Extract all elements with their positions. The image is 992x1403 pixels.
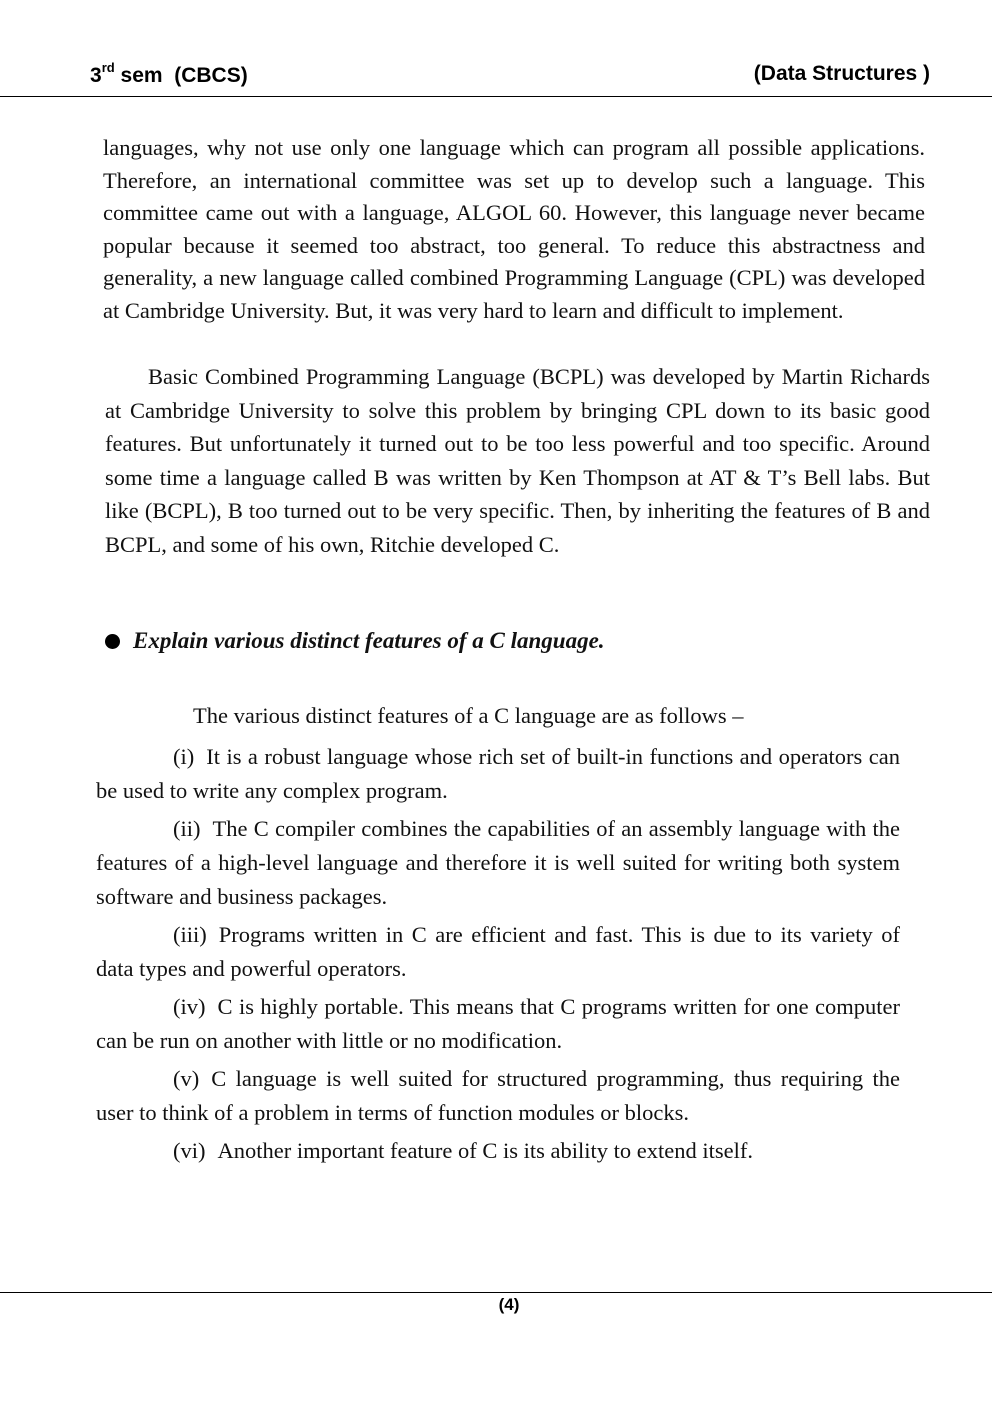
- item-number: (ii): [173, 816, 201, 841]
- item-number: (iii): [173, 922, 207, 947]
- item-number: (iv): [173, 994, 206, 1019]
- paragraph-history-2: Basic Combined Programming Language (BCPL) was developed by Martin Richards at Cambridge University to solve this problem by bringing CPL down to its basic good features. But unfortunately it turned out to be too less powerful and too specific. Around some time a language called B was written by Ken Thompson at AT & T’s Bell labs. But like (BCPL), B too turned out to be very specific. Then, by inheriting the features of B and BCPL, and some of his own, Ritchie developed C.: [105, 364, 930, 557]
- feature-list: [96, 740, 900, 1172]
- bullet-dot-icon: [105, 634, 120, 649]
- item-text: Another important feature of C is its ability to extend itself.: [217, 1138, 754, 1163]
- list-item: [96, 740, 900, 808]
- item-number: (v): [173, 1066, 200, 1091]
- list-item: [96, 918, 900, 986]
- item-text: Programs written in C are efficient and fast. This is due to its variety of data types and powerful operators.: [96, 922, 900, 981]
- item-text: C language is well suited for structured programming, thus requiring the user to think of a problem in terms of function modules or blocks.: [96, 1066, 900, 1125]
- question-heading: [105, 628, 905, 654]
- semester-ordinal-suffix: rd: [101, 60, 115, 75]
- semester-number: 3: [90, 64, 102, 87]
- page-number: (4): [498, 1295, 520, 1314]
- header-divider: [0, 96, 992, 97]
- semester-label: [90, 62, 248, 88]
- item-number: (i): [173, 744, 195, 769]
- item-number: (vi): [173, 1138, 206, 1163]
- item-text: C is highly portable. This means that C programs written for one computer can be run on another with little or no modification.: [96, 994, 900, 1053]
- subject-title: (Data Structures ): [753, 62, 930, 85]
- list-item: [96, 1062, 900, 1130]
- answer-intro: The various distinct features of a C language are as follows –: [193, 703, 744, 728]
- item-text: The C compiler combines the capabilities of an assembly language with the features of a high-level language and therefore it is well suited for writing both system software and business packages.: [96, 816, 900, 909]
- list-item: [96, 990, 900, 1058]
- page-header: [0, 0, 992, 98]
- list-item: [96, 812, 900, 914]
- semester-course-type: sem (CBCS): [114, 64, 248, 87]
- item-text: It is a robust language whose rich set of built-in functions and operators can be used to write any complex program.: [96, 744, 900, 803]
- footer-divider: [0, 1292, 992, 1293]
- paragraph-history-1: languages, why not use only one language which can program all possible applications. Therefore, an international committee was set up to develop such a language. This committee came out with a language, ALGOL 60. However, this language never became popular because it seemed too abstract, too general. To reduce this abstractness and generality, a new language called combined Programming Language (CPL) was developed at Cambridge University. But, it was very hard to learn and difficult to implement.: [103, 135, 925, 323]
- question-text: Explain various distinct features of a C language.: [133, 628, 605, 653]
- list-item: [96, 1134, 900, 1168]
